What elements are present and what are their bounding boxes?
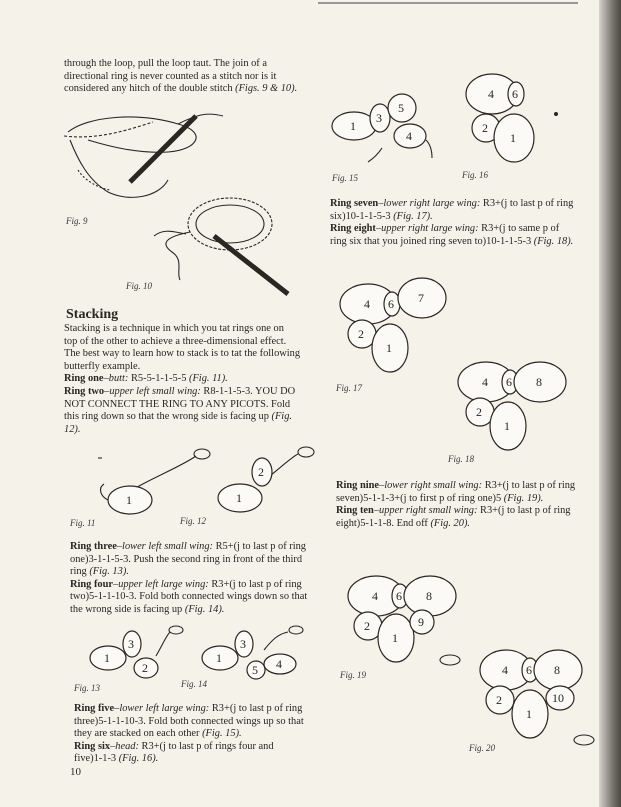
fig-13-ring-1-label: 1 <box>104 651 110 665</box>
fig-18-ring-2-label: 2 <box>476 405 482 419</box>
rings-three-four-paragraph: Ring three–lower left small wing: R5+(j to last p of ring one)3-1-1-5-3. Push the second ring in front of the third ring (Fig. 13). Ring four–upper left large wing: R3+(j to last p of ring two)5-1-1-10-3. Fold both connected wings down so that the wrong side is facing up (Fig. 14). <box>70 541 308 615</box>
stacking-paragraph: Stacking is a technique in which you tat rings one on top of the other to achieve a three-dimensional effect. The best way to learn how to stack is to tat the following butterfly example. Ring one–butt: R5-5-1-1-5-5 (Fig. 11). Ring two–upper left small wing: R8-1-1-5-3. YOU DO NOT CONNECT THE RING TO ANY PICOTS. Fold this ring down so that the wrong side is facing up (Fig. 12). <box>64 323 301 435</box>
fig-14-diagram <box>196 624 316 688</box>
fig-19-ring-6-label: 6 <box>396 589 402 603</box>
fig-17-ring-6-label: 6 <box>388 297 394 311</box>
fig-12-ring-2-label: 2 <box>258 465 264 479</box>
fig-20-ring-4-label: 4 <box>502 663 508 677</box>
fig-14-ring-4-label: 4 <box>276 657 282 671</box>
rings-five-six-paragraph: Ring five–lower left large wing: R3+(j to last p of ring three)5-1-1-10-3. Fold both connected wings up so that they are stacked on each other (Fig. 15). Ring six–head: R3+(j to last p of rings four and five)1-1-3 (Fig. 16). <box>74 703 304 765</box>
fig-10-caption: Fig. 10 <box>126 281 152 291</box>
fig-18-ring-6-label: 6 <box>506 375 512 389</box>
fig-19-ring-9-label: 9 <box>418 615 424 629</box>
fig-11-ring-1-label: 1 <box>126 493 132 507</box>
fig-15-ring-1-label: 1 <box>350 119 356 133</box>
fig-16-ring-4-label: 4 <box>488 87 494 101</box>
fig-19-ring-1-label: 1 <box>392 631 398 645</box>
fig-17-diagram <box>332 262 464 382</box>
fig-15-caption: Fig. 15 <box>332 173 358 183</box>
fig-18-ring-8-label: 8 <box>536 375 542 389</box>
fig-14-ring-1-label: 1 <box>216 651 222 665</box>
fig-19-ring-2-label: 2 <box>364 619 370 633</box>
fig-11-diagram <box>92 448 222 520</box>
fig-15-ring-5-label: 5 <box>398 101 404 115</box>
rings-nine-ten-paragraph: Ring nine–lower right small wing: R3+(j to last p of ring seven)5-1-1-3+(j to first p of ring one)5 (Fig. 19). Ring ten–upper right small wing: R3+(j to last p of ring eight)5-1-1-8. End off (Fig. 20). <box>336 480 576 529</box>
fig-20-ring-8-label: 8 <box>554 663 560 677</box>
fig-17-ring-4-label: 4 <box>364 297 370 311</box>
fig-16-ring-2-label: 2 <box>482 121 488 135</box>
fig-13-ring-3-label: 3 <box>128 637 134 651</box>
fig-12-ring-1-label: 1 <box>236 491 242 505</box>
fig-12-caption: Fig. 12 <box>180 516 206 526</box>
fig-16-ring-6-label: 6 <box>512 87 518 101</box>
fig-18-ring-4-label: 4 <box>482 375 488 389</box>
fig-20-diagram <box>470 628 598 746</box>
fig-20-ring-10-label: 10 <box>552 691 564 705</box>
rings-seven-eight-paragraph: Ring seven–lower right large wing: R3+(j to last p of ring six)10-1-1-5-3 (Fig. 17). Ring eight–upper right large wing: R3+(j to same p of ring six that you joined ring seven to)10-1-1-5-3 (Fig. 18). <box>330 198 574 247</box>
fig-18-ring-1-label: 1 <box>504 419 510 433</box>
fig-20-ring-6-label: 6 <box>526 663 532 677</box>
fig-17-ring-7-label: 7 <box>418 291 424 305</box>
fig-10-diagram <box>150 182 300 302</box>
top-rule <box>318 2 578 4</box>
fig-13-caption: Fig. 13 <box>74 683 100 693</box>
fig-11-caption: Fig. 11 <box>70 518 96 528</box>
fig-20-ring-2-label: 2 <box>496 693 502 707</box>
fig-20-caption: Fig. 20 <box>469 743 495 753</box>
fig-15-diagram <box>328 88 438 168</box>
fig-14-ring-3-label: 3 <box>240 637 246 651</box>
fig-17-ring-1-label: 1 <box>386 341 392 355</box>
fig-17-ring-2-label: 2 <box>358 327 364 341</box>
page-edge-shadow <box>599 0 621 807</box>
fig-14-ring-5-label: 5 <box>252 663 258 677</box>
intro-paragraph: through the loop, pull the loop taut. The join of a directional ring is never counted as a stitch nor is it considered any hitch of the double stitch (Figs. 9 & 10). <box>64 58 298 95</box>
fig-15-ring-3-label: 3 <box>376 111 382 125</box>
fig-19-diagram <box>338 556 468 672</box>
fig-20-ring-1-label: 1 <box>526 707 532 721</box>
fig-19-caption: Fig. 19 <box>340 670 366 680</box>
fig-16-diagram <box>456 56 566 172</box>
fig-13-ring-2-label: 2 <box>142 661 148 675</box>
fig-14-caption: Fig. 14 <box>181 679 207 689</box>
fig-12-diagram <box>206 448 326 520</box>
fig-9-caption: Fig. 9 <box>66 216 88 226</box>
fig-16-caption: Fig. 16 <box>462 170 488 180</box>
fig-19-ring-8-label: 8 <box>426 589 432 603</box>
fig-13-diagram <box>86 624 186 688</box>
fig-17-caption: Fig. 17 <box>336 383 362 393</box>
fig-18-caption: Fig. 18 <box>448 454 474 464</box>
stacking-heading: Stacking <box>66 307 119 322</box>
fig-15-ring-4-label: 4 <box>406 129 412 143</box>
fig-19-ring-4-label: 4 <box>372 589 378 603</box>
fig-16-ring-1-label: 1 <box>510 131 516 145</box>
page-number: 10 <box>70 766 81 778</box>
fig-18-diagram <box>448 334 578 458</box>
